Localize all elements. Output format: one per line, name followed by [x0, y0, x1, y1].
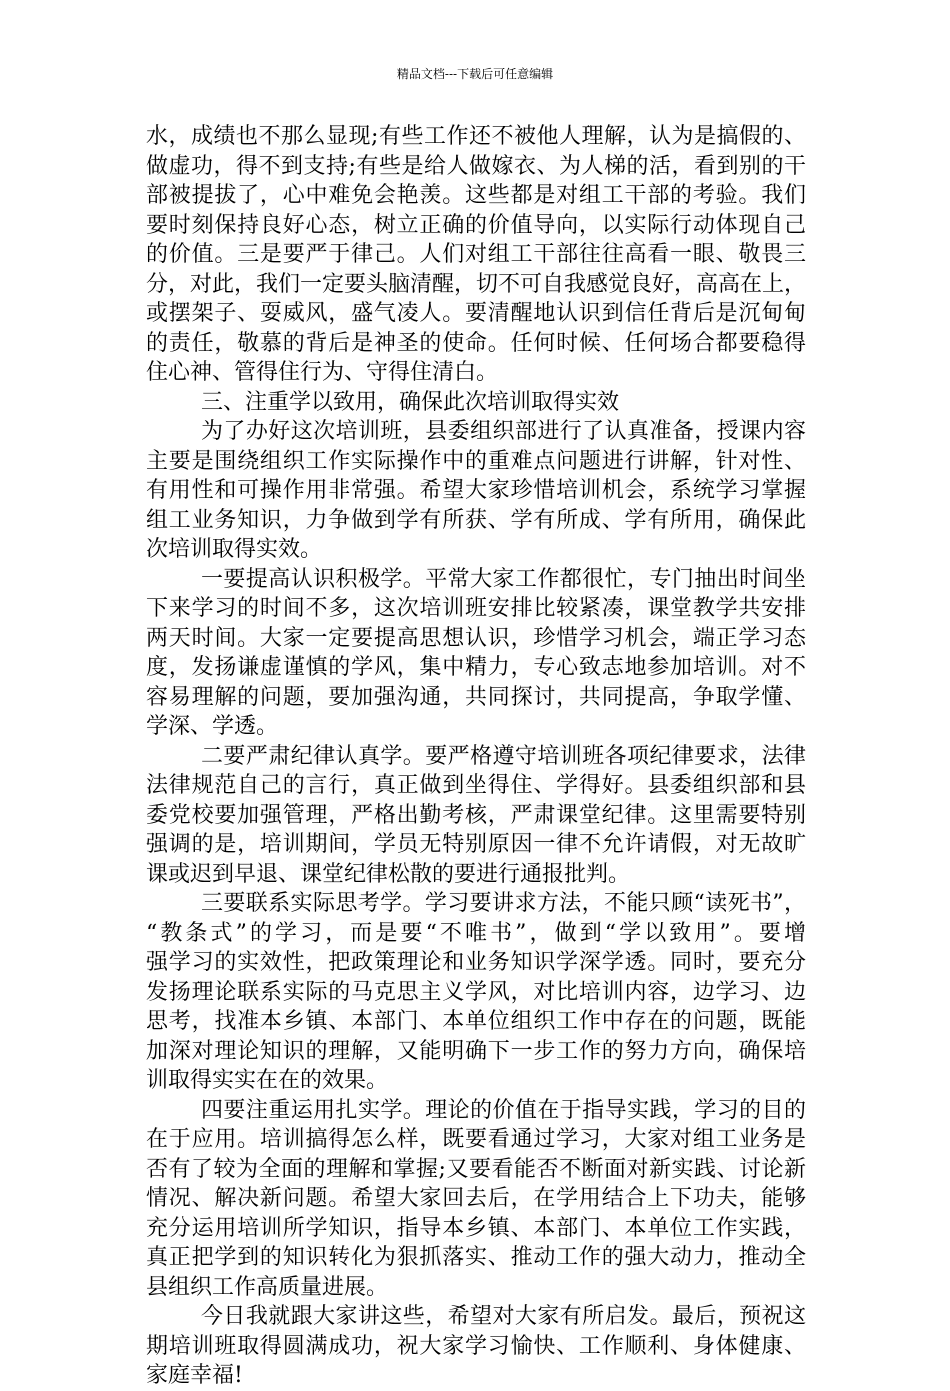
- paragraph-line: 次培训取得实效。: [146, 537, 323, 562]
- paragraph-line: 做虚功，得不到支持;有些是给人做嫁衣、为人梯的活，看到别的干: [146, 153, 806, 179]
- paragraph-line: 法律规范自己的言行，真正做到坐得住、学得好。县委组织部和县: [146, 773, 806, 798]
- paragraph-line: 否有了较为全面的理解和掌握;又要看能否不断面对新实践、讨论新: [146, 1156, 806, 1182]
- paragraph-line: 在于应用。培训搞得怎么样，既要看通过学习，大家对组工业务是: [146, 1127, 806, 1152]
- paragraph-line: 的责任，敬慕的背后是神圣的使命。任何时候、任何场合都要稳得: [146, 330, 806, 356]
- paragraph-line: 县组织工作高质量进展。: [146, 1274, 389, 1300]
- paragraph-line: 要时刻保持良好心态，树立正确的价值导向，以实际行动体现自己: [146, 212, 806, 238]
- paragraph-first-line: 三要联系实际思考学。学习要讲求方法，不能只顾“读死书”，: [201, 891, 806, 916]
- paragraph-first-line: 二要严肃纪律认真学。要严格遵守培训班各项纪律要求，法律: [201, 743, 806, 769]
- paragraph-line: 期培训班取得圆满成功，祝大家学习愉快、工作顺利、身体健康、: [146, 1333, 806, 1359]
- paragraph-line: 两天时间。大家一定要提高思想认识，珍惜学习机会，端正学习态: [146, 625, 806, 651]
- paragraph-line: 学深、学透。: [146, 714, 279, 739]
- paragraph-first-line: 一要提高认识积极学。平常大家工作都很忙，专门抽出时间坐: [201, 566, 806, 592]
- paragraph-line: 主要是围绕组织工作实际操作中的重难点问题进行讲解，针对性、: [146, 448, 806, 474]
- paragraph-line: 强学习的实效性，把政策理论和业务知识学深学透。同时，要充分: [146, 950, 806, 975]
- paragraph-first-line: 四要注重运用扎实学。理论的价值在于指导实践，学习的目的: [201, 1097, 806, 1123]
- paragraph-line: 发扬理论联系实际的马克思主义学风，对比培训内容，边学习、边: [146, 979, 806, 1005]
- paragraph-line: 的价值。三是要严于律己。人们对组工干部往往高看一眼、敬畏三: [146, 242, 806, 267]
- paragraph-line: 委党校要加强管理，严格出勤考核，严肃课堂纪律。这里需要特别: [146, 802, 806, 828]
- paragraph-first-line: 三、注重学以致用，确保此次培训取得实效: [201, 389, 620, 415]
- document-body: [146, 122, 806, 1391]
- paragraph-line: 容易理解的问题，要加强沟通，共同探讨，共同提高，争取学懂、: [146, 684, 806, 710]
- paragraph-line: 分，对此，我们一定要头脑清醒，切不可自我感觉良好，高高在上，: [146, 271, 807, 297]
- paragraph-line: 情况、解决新问题。希望大家回去后，在学用结合上下功夫，能够: [146, 1186, 806, 1211]
- paragraph-line: 思考，找准本乡镇、本部门、本单位组织工作中存在的问题，既能: [146, 1009, 806, 1034]
- paragraph-line: 住心神、管得住行为、守得住清白。: [146, 360, 499, 385]
- paragraph-first-line: 今日我就跟大家讲这些，希望对大家有所启发。最后，预祝这: [201, 1304, 806, 1329]
- paragraph-line: 加深对理论知识的理解，又能明确下一步工作的努力方向，确保培: [146, 1038, 806, 1064]
- paragraph-line: “教条式”的学习，而是要“不唯书”，做到“学以致用”。要增: [146, 920, 806, 946]
- paragraph-line: 下来学习的时间不多，这次培训班安排比较紧凑，课堂教学共安排: [146, 596, 806, 621]
- paragraph-line: 度，发扬谦虚谨慎的学风，集中精力，专心致志地参加培训。对不: [146, 655, 806, 680]
- paragraph-line: 或摆架子、耍威风，盛气凌人。要清醒地认识到信任背后是沉甸甸: [146, 301, 806, 326]
- paragraph-line: 强调的是，培训期间，学员无特别原因一律不允许请假，对无故旷: [146, 832, 806, 857]
- page-header: 精品文档---下载后可任意编辑: [396, 67, 554, 81]
- paragraph-line: 充分运用培训所学知识，指导本乡镇、本部门、本单位工作实践，: [146, 1215, 806, 1241]
- paragraph-line: 真正把学到的知识转化为狠抓落实、推动工作的强大动力，推动全: [146, 1245, 806, 1270]
- paragraph-line: 组工业务知识，力争做到学有所获、学有所成、学有所用，确保此: [146, 507, 806, 533]
- paragraph-line: 课或迟到早退、课堂纪律松散的要进行通报批判。: [146, 861, 631, 887]
- paragraph-first-line: 为了办好这次培训班，县委组织部进行了认真准备，授课内容: [201, 419, 806, 444]
- paragraph-line: 训取得实实在在的效果。: [146, 1068, 389, 1093]
- paragraph-line: 有用性和可操作用非常强。希望大家珍惜培训机会，系统学习掌握: [146, 478, 806, 503]
- paragraph-line: 部被提拔了，心中难免会艳羡。这些都是对组工干部的考验。我们: [146, 183, 806, 208]
- paragraph-line: 水，成绩也不那么显现;有些工作还不被他人理解，认为是搞假的、: [146, 124, 806, 149]
- paragraph-line: 家庭幸福!: [146, 1363, 243, 1388]
